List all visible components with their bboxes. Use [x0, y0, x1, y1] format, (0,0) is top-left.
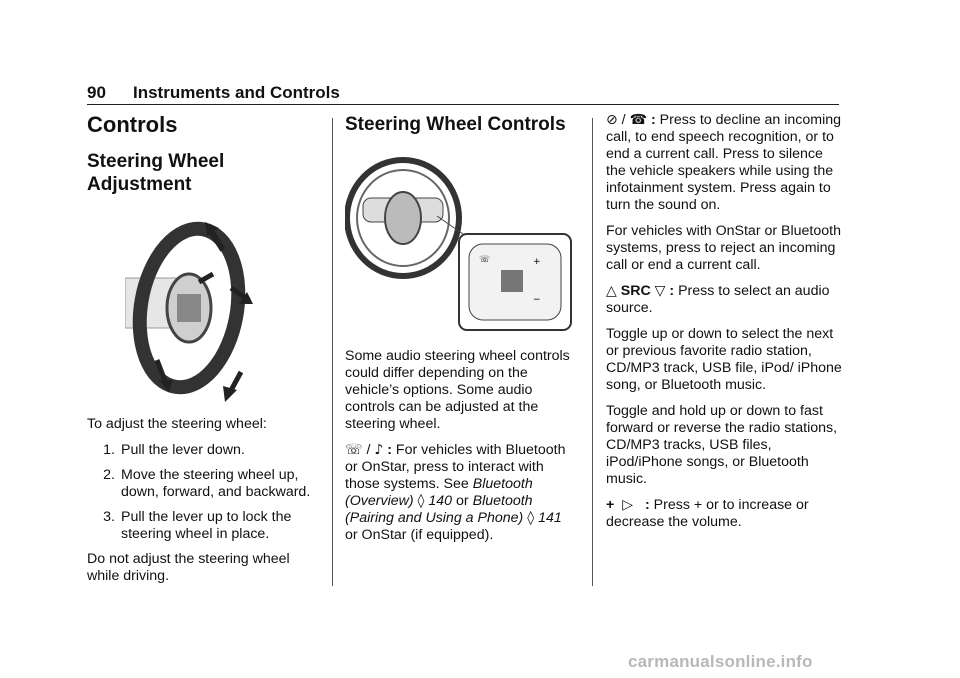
bluetooth-pairing-link[interactable]: Bluetooth (Pairing and Using a Phone) [345, 493, 533, 526]
onstar-paragraph: For vehicles with OnStar or Bluetooth systems, press to reject an incoming call or end a current call. [606, 223, 841, 273]
list-item: 1. Pull the lever down. [103, 442, 245, 458]
page-number: 90 [87, 83, 106, 102]
page-ref-icon: ◊ [527, 510, 535, 526]
steering-controls-heading: Steering Wheel Controls [345, 114, 566, 135]
svg-text:☏: ☏ [479, 255, 491, 265]
toggle-paragraph: Toggle up or down to select the next or previous favorite radio station, CD/MP3 track, USB file, iPod/ iPhone song, or Bluetooth music. [606, 326, 842, 393]
column-1 [87, 112, 319, 594]
up-arrow-icon: △ [606, 283, 617, 299]
end-call-icon: ☎ [629, 112, 648, 128]
svg-text:+: + [533, 257, 541, 267]
warning-text: Do not adjust the steering wheel while driving. [87, 551, 290, 584]
voice-recognition-icon: ♪ [374, 442, 384, 458]
bluetooth-paragraph: ☏ / ♪ : For vehicles with Bluetooth or OnStar, press to interact with those systems. See Bluetooth (Overview) ◊ 140 or Bluetooth (Pairing and Using a Phone) ◊ 141 or OnStar (if equipped). [345, 442, 566, 543]
bluetooth-overview-link[interactable]: Bluetooth (Overview) [345, 476, 533, 509]
controls-heading: Controls [87, 112, 178, 137]
mute-icon: ⊘ [606, 112, 618, 128]
page-ref-icon: ◊ [417, 493, 425, 509]
steering-controls-illustration [345, 152, 578, 334]
column-3 [606, 112, 842, 540]
list-item: 3. Pull the lever up to lock the steering wheel in place. [103, 509, 292, 542]
end-call-paragraph: ⊘ / ☎ : Press to decline an incoming call, to end speech recognition, or to end a current call. Press to silence the vehicle speakers while using the infotainment system. Press again to turn the sound on. [606, 112, 842, 213]
down-arrow-icon: ▽ [654, 283, 666, 299]
push-to-talk-icon: ☏ [345, 442, 363, 458]
audio-intro: Some audio steering wheel controls could differ depending on the vehicle’s options. Some audio controls can be adjusted at the steering wheel. [345, 348, 570, 432]
src-paragraph: △ SRC ▽ : Press to select an audio source. [606, 283, 830, 316]
column-divider [592, 118, 593, 586]
watermark: carmanualsonline.info [628, 652, 813, 671]
svg-text:−: − [533, 295, 541, 305]
adjustment-heading: Steering Wheel Adjustment [87, 151, 225, 195]
toggle-hold-paragraph: Toggle and hold up or down to fast forward or reverse the radio stations, CD/MP3 tracks, USB files, iPod/iPhone songs, or Bluetooth music. [606, 403, 838, 487]
section-title: Instruments and Controls [133, 83, 340, 102]
intro-text: To adjust the steering wheel: [87, 416, 267, 432]
column-divider [332, 118, 333, 586]
list-item: 2. Move the steering wheel up, down, forward, and backward. [103, 467, 311, 500]
page-header [87, 83, 340, 103]
volume-paragraph: + ▷ : Press + or to increase or decrease the volume. [606, 497, 809, 530]
header-rule [87, 104, 839, 105]
volume-down-icon: ▷ [622, 497, 634, 513]
steering-adjust-illustration [125, 216, 319, 406]
column-2 [345, 112, 578, 553]
